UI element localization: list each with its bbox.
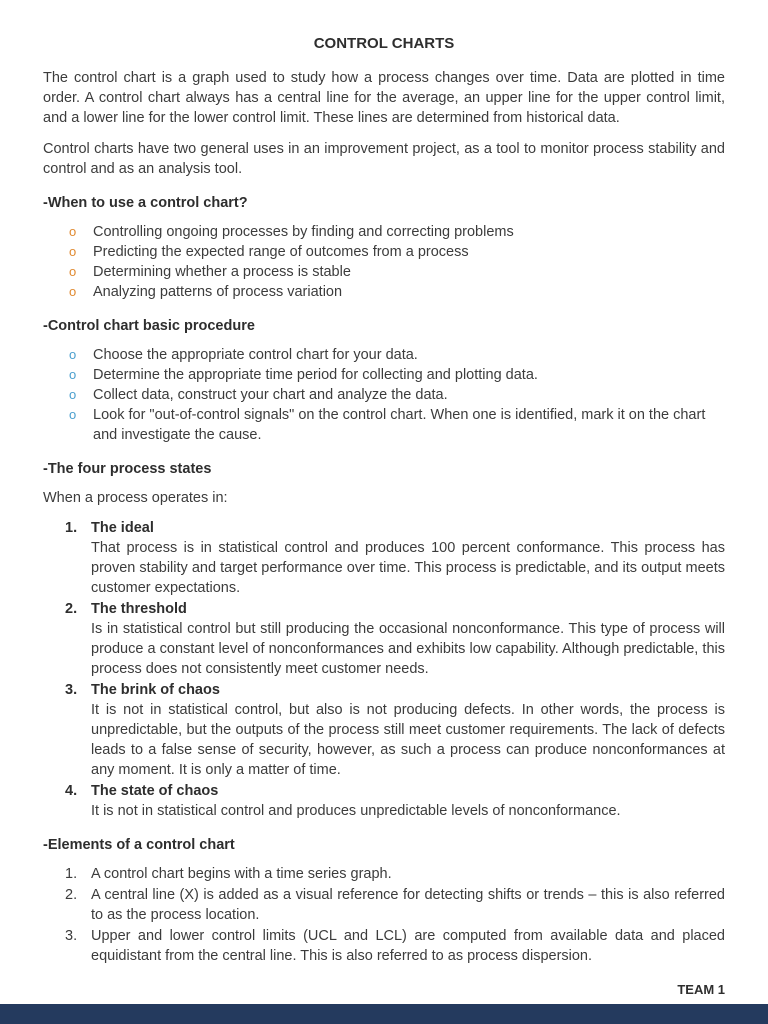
bullet-marker-icon: o — [69, 387, 77, 402]
heading-when-to-use: -When to use a control chart? — [43, 195, 248, 211]
item-number: 1. — [65, 866, 78, 882]
heading-four-process-states: -The four process states — [43, 461, 212, 477]
item-title: The state of chaos — [91, 783, 219, 799]
heading-basic-procedure: -Control chart basic procedure — [43, 318, 255, 334]
item-body: It is not in statistical control and produces unpredictable levels of nonconformance. — [91, 803, 621, 819]
list-item — [69, 222, 725, 242]
item-title: The brink of chaos — [91, 682, 220, 698]
list-item-text: Collect data, construct your chart and analyze the data. — [93, 387, 448, 403]
process-states-list — [65, 518, 725, 821]
bullet-marker-icon: o — [69, 347, 77, 362]
item-number: 3. — [65, 682, 78, 698]
list-item — [69, 385, 725, 405]
numbered-item — [65, 781, 725, 821]
list-item-text: Determine the appropriate time period for collecting and plotting data. — [93, 367, 538, 383]
numbered-item — [65, 518, 725, 598]
item-number: 1. — [65, 520, 78, 536]
item-body: It is not in statistical control, but also is not producing defects. In other words, the process is unpredictable, but the outputs of the process still meet customer requirements. The lack of defects leads to a false sense of security, however, as such a process can produce nonconformances at any moment. It is only a matter of time. — [91, 702, 725, 778]
basic-procedure-list — [43, 345, 725, 445]
bullet-marker-icon: o — [69, 407, 77, 422]
bullet-marker-icon: o — [69, 244, 77, 259]
page-footer — [0, 982, 768, 997]
list-item — [69, 262, 725, 282]
numbered-item — [65, 864, 725, 884]
intro-paragraph-1: The control chart is a graph used to study how a process changes over time. Data are plotted in time order. A control chart always has a central line for the average, an upper line for the upper control limit, and a lower line for the lower control limit. These lines are determined from historical data. — [43, 70, 725, 126]
item-number: 3. — [65, 928, 78, 944]
states-lead-text: When a process operates in: — [43, 490, 228, 506]
list-item — [69, 365, 725, 385]
list-item-text: Predicting the expected range of outcomes from a process — [93, 244, 469, 260]
item-text: Upper and lower control limits (UCL and LCL) are computed from available data and placed equidistant from the central line. This is also referred to as process dispersion. — [91, 928, 725, 964]
when-to-use-list — [43, 222, 725, 302]
bullet-marker-icon: o — [69, 284, 77, 299]
item-body: That process is in statistical control and produces 100 percent conformance. This process has proven stability and target performance over time. This process is predictable, and its output meets customer expectations. — [91, 540, 725, 596]
viewer-bottom-bar — [0, 1004, 768, 1024]
page-title: CONTROL CHARTS — [313, 35, 455, 52]
list-item — [69, 282, 725, 302]
bullet-marker-icon: o — [69, 224, 77, 239]
item-body: Is in statistical control but still producing the occasional nonconformance. This type of process will produce a constant level of nonconformances and exhibits low capability. Although predictable, this process does not consistently meet customer needs. — [91, 621, 725, 677]
footer-label: TEAM 1 — [677, 982, 725, 997]
item-text: A control chart begins with a time series graph. — [91, 866, 392, 882]
list-item-text: Analyzing patterns of process variation — [93, 284, 343, 300]
intro-paragraph-2: Control charts have two general uses in an improvement project, as a tool to monitor process stability and control and as an analysis tool. — [43, 141, 725, 177]
list-item — [69, 242, 725, 262]
bullet-marker-icon: o — [69, 367, 77, 382]
list-item — [69, 345, 725, 365]
list-item-text: Choose the appropriate control chart for your data. — [93, 347, 418, 363]
numbered-item — [65, 885, 725, 925]
bullet-marker-icon: o — [69, 264, 77, 279]
list-item-text: Controlling ongoing processes by finding and correcting problems — [93, 224, 514, 240]
item-number: 4. — [65, 783, 78, 799]
list-item-text: Determining whether a process is stable — [93, 264, 351, 280]
numbered-item — [65, 680, 725, 780]
item-number: 2. — [65, 887, 78, 903]
item-title: The ideal — [91, 520, 154, 536]
elements-list — [65, 864, 725, 966]
list-item — [69, 405, 725, 445]
item-title: The threshold — [91, 601, 187, 617]
numbered-item — [65, 599, 725, 679]
heading-elements-of-control-chart: -Elements of a control chart — [43, 837, 235, 853]
item-text: A central line (X) is added as a visual reference for detecting shifts or trends – this is also referred to as the process location. — [91, 887, 725, 923]
numbered-item — [65, 926, 725, 966]
list-item-text: Look for "out-of-control signals" on the control chart. When one is identified, mark it on the chart and investigate the cause. — [93, 407, 706, 443]
item-number: 2. — [65, 601, 78, 617]
